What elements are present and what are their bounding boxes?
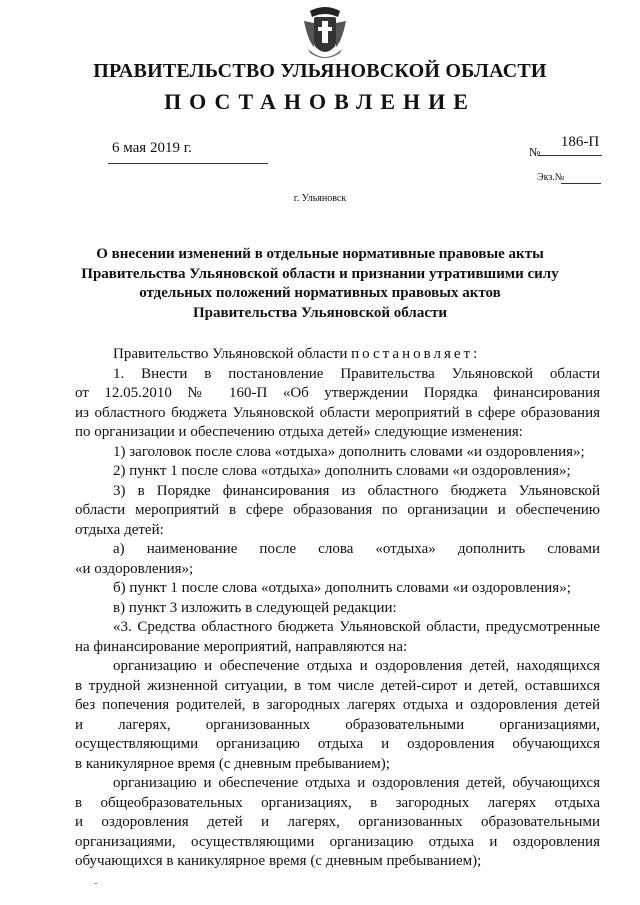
document-date: 6 мая 2019 г.	[112, 140, 192, 156]
subject-line: О внесении изменений в отдельные нормативные правовые акты	[96, 246, 544, 262]
date-underline	[108, 163, 268, 164]
body-line: из областного бюджета Ульяновской области мероприятий в сфере образования	[75, 404, 600, 421]
subject-line: отдельных положений нормативных правовых актов	[139, 285, 501, 301]
body-line: на финансирование мероприятий, направляются на:	[75, 638, 408, 655]
body-line: и лагерях, организованных образовательными организациями,	[75, 716, 600, 733]
body-line: отдыха детей:	[75, 521, 164, 538]
page-mark: -	[94, 878, 98, 889]
body-line: 1. Внести в постановление Правительства Ульяновской области	[113, 365, 600, 382]
copy-label: Экз.№	[537, 172, 565, 183]
body-line: в) пункт 3 изложить в следующей редакции:	[113, 599, 397, 616]
document-body	[75, 345, 600, 872]
body-line: осуществляющими организацию отдыха и оздоровления обучающихся	[75, 736, 600, 752]
body-line: от 12.05.2010 № 160-П «Об утверждении Порядка финансирования	[75, 385, 600, 401]
document-number: 186-П	[560, 134, 600, 150]
body-line: области мероприятий в сфере образования по организации и обеспечению	[75, 502, 600, 518]
number-underline	[538, 155, 602, 156]
body-line: «3. Средства областного бюджета Ульяновской области, предусмотренные	[113, 619, 600, 635]
document-type: ПОСТАНОВЛЕНИЕ	[164, 89, 476, 114]
body-line: «и оздоровления»;	[75, 560, 194, 577]
body-line: б) пункт 1 после слова «отдыха» дополнить словами «и оздоровления»;	[113, 580, 571, 596]
number-sign: №	[529, 145, 541, 159]
body-line: 2) пункт 1 после слова «отдыха» дополнить словами «и оздоровления»;	[113, 463, 571, 479]
coat-of-arms-icon	[300, 3, 350, 63]
intro-resolves: постановляет:	[351, 346, 481, 362]
body-line: обучающихся в каникулярное время (с дневным пребыванием);	[75, 853, 482, 869]
body-line: 3) в Порядке финансирования из областного бюджета Ульяновской	[113, 482, 600, 499]
body-line: 1) заголовок после слова «отдыха» дополнить словами «и оздоровления»;	[113, 443, 585, 460]
body-line: в каникулярное время (с дневным пребыванием);	[75, 755, 390, 772]
body-line: организациями, осуществляющими организацию отдыха и оздоровления	[75, 833, 600, 850]
body-line: организацию и обеспечение отдыха и оздоровления детей, находящихся	[113, 658, 600, 674]
subject-line: Правительства Ульяновской области и признании утратившими силу	[81, 265, 559, 282]
government-title: ПРАВИТЕЛЬСТВО УЛЬЯНОВСКОЙ ОБЛАСТИ	[93, 60, 547, 82]
body-line: и оздоровления детей и лагерях, организованных образовательными	[75, 814, 600, 830]
body-line: а) наименование после слова «отдыха» дополнить словами	[113, 541, 600, 557]
document-subject	[60, 245, 580, 323]
subject-line: Правительства Ульяновской области	[192, 304, 448, 321]
body-line: по организации и обеспечению отдыха детей» следующие изменения:	[75, 424, 523, 440]
city-label: г. Ульяновск	[293, 193, 347, 204]
body-intro	[75, 345, 600, 365]
copy-underline	[561, 183, 601, 184]
body-line: в трудной жизненной ситуации, в том числе детей-сирот и детей, оставшихся	[75, 677, 600, 694]
intro-text: Правительство Ульяновской области	[113, 346, 348, 362]
body-line: в общеобразовательных организациях, в загородных лагерях отдыха	[75, 794, 600, 811]
body-line: без попечения родителей, в загородных лагерях отдыха и оздоровления детей	[75, 697, 600, 713]
body-line: организацию и обеспечение отдыха и оздоровления детей, обучающихся	[113, 775, 600, 791]
